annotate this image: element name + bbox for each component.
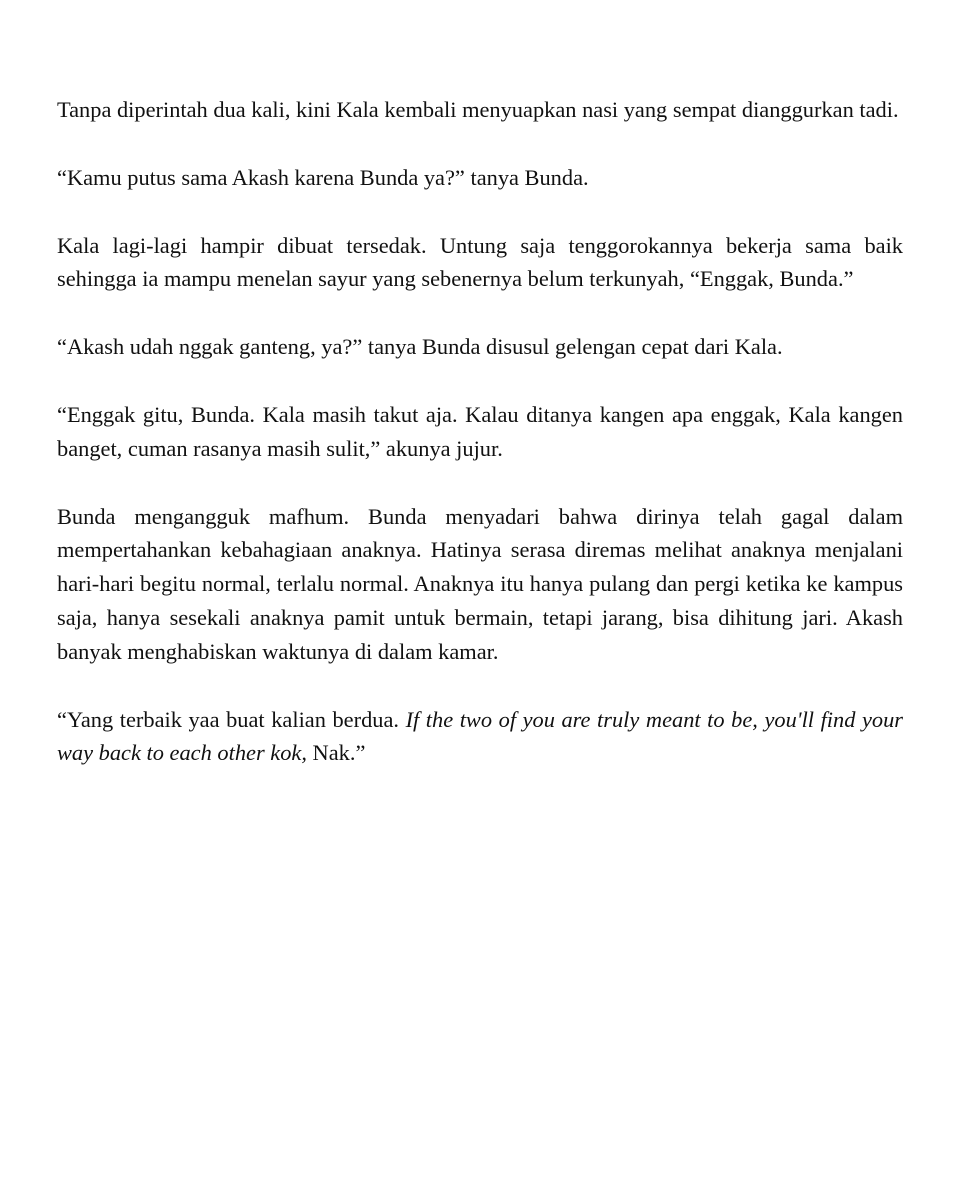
paragraph-4: “Akash udah nggak ganteng, ya?” tanya Bunda disusul gelengan cepat dari Kala. — [57, 334, 783, 360]
paragraph-2: “Kamu putus sama Akash karena Bunda ya?” tanya Bunda. — [57, 164, 589, 190]
paragraph-6: Bunda mengangguk mafhum. Bunda menyadari bahwa dirinya telah gagal dalam mempertahankan kebahagiaan anaknya. Hatinya serasa diremas melihat anaknya menjalani hari-hari begitu normal, terlalu normal. Anaknya itu hanya pulang dan pergi ketika ke kampus saja, hanya sesekali anaknya pamit untuk bermain, tetapi jarang, bisa dihitung jari. Akash banyak menghabiskan waktunya di dalam kamar. — [57, 503, 903, 664]
paragraph-7-ending: Nak.” — [306, 740, 366, 766]
paragraph-7 — [57, 703, 903, 771]
paragraph-5: “Enggak gitu, Bunda. Kala masih takut aja. Kalau ditanya kangen apa enggak, Kala kangen banget, cuman rasanya masih sulit,” akunya jujur. — [57, 401, 903, 461]
paragraph-1: Tanpa diperintah dua kali, kini Kala kembali menyuapkan nasi yang sempat dianggurkan tadi. — [57, 97, 899, 122]
paragraph-7-italic-quote: If the two of you are truly meant to be, you'll find your way back to each other kok, — [57, 706, 903, 766]
paragraph-3: Kala lagi-lagi hampir dibuat tersedak. Untung saja tenggorokannya bekerja sama baik sehingga ia mampu menelan sayur yang sebenernya belum terkunyah, “Enggak, Bunda.” — [57, 232, 903, 292]
document-page — [57, 93, 903, 804]
paragraph-7-intro: “Yang terbaik yaa buat kalian berdua. — [57, 706, 406, 732]
